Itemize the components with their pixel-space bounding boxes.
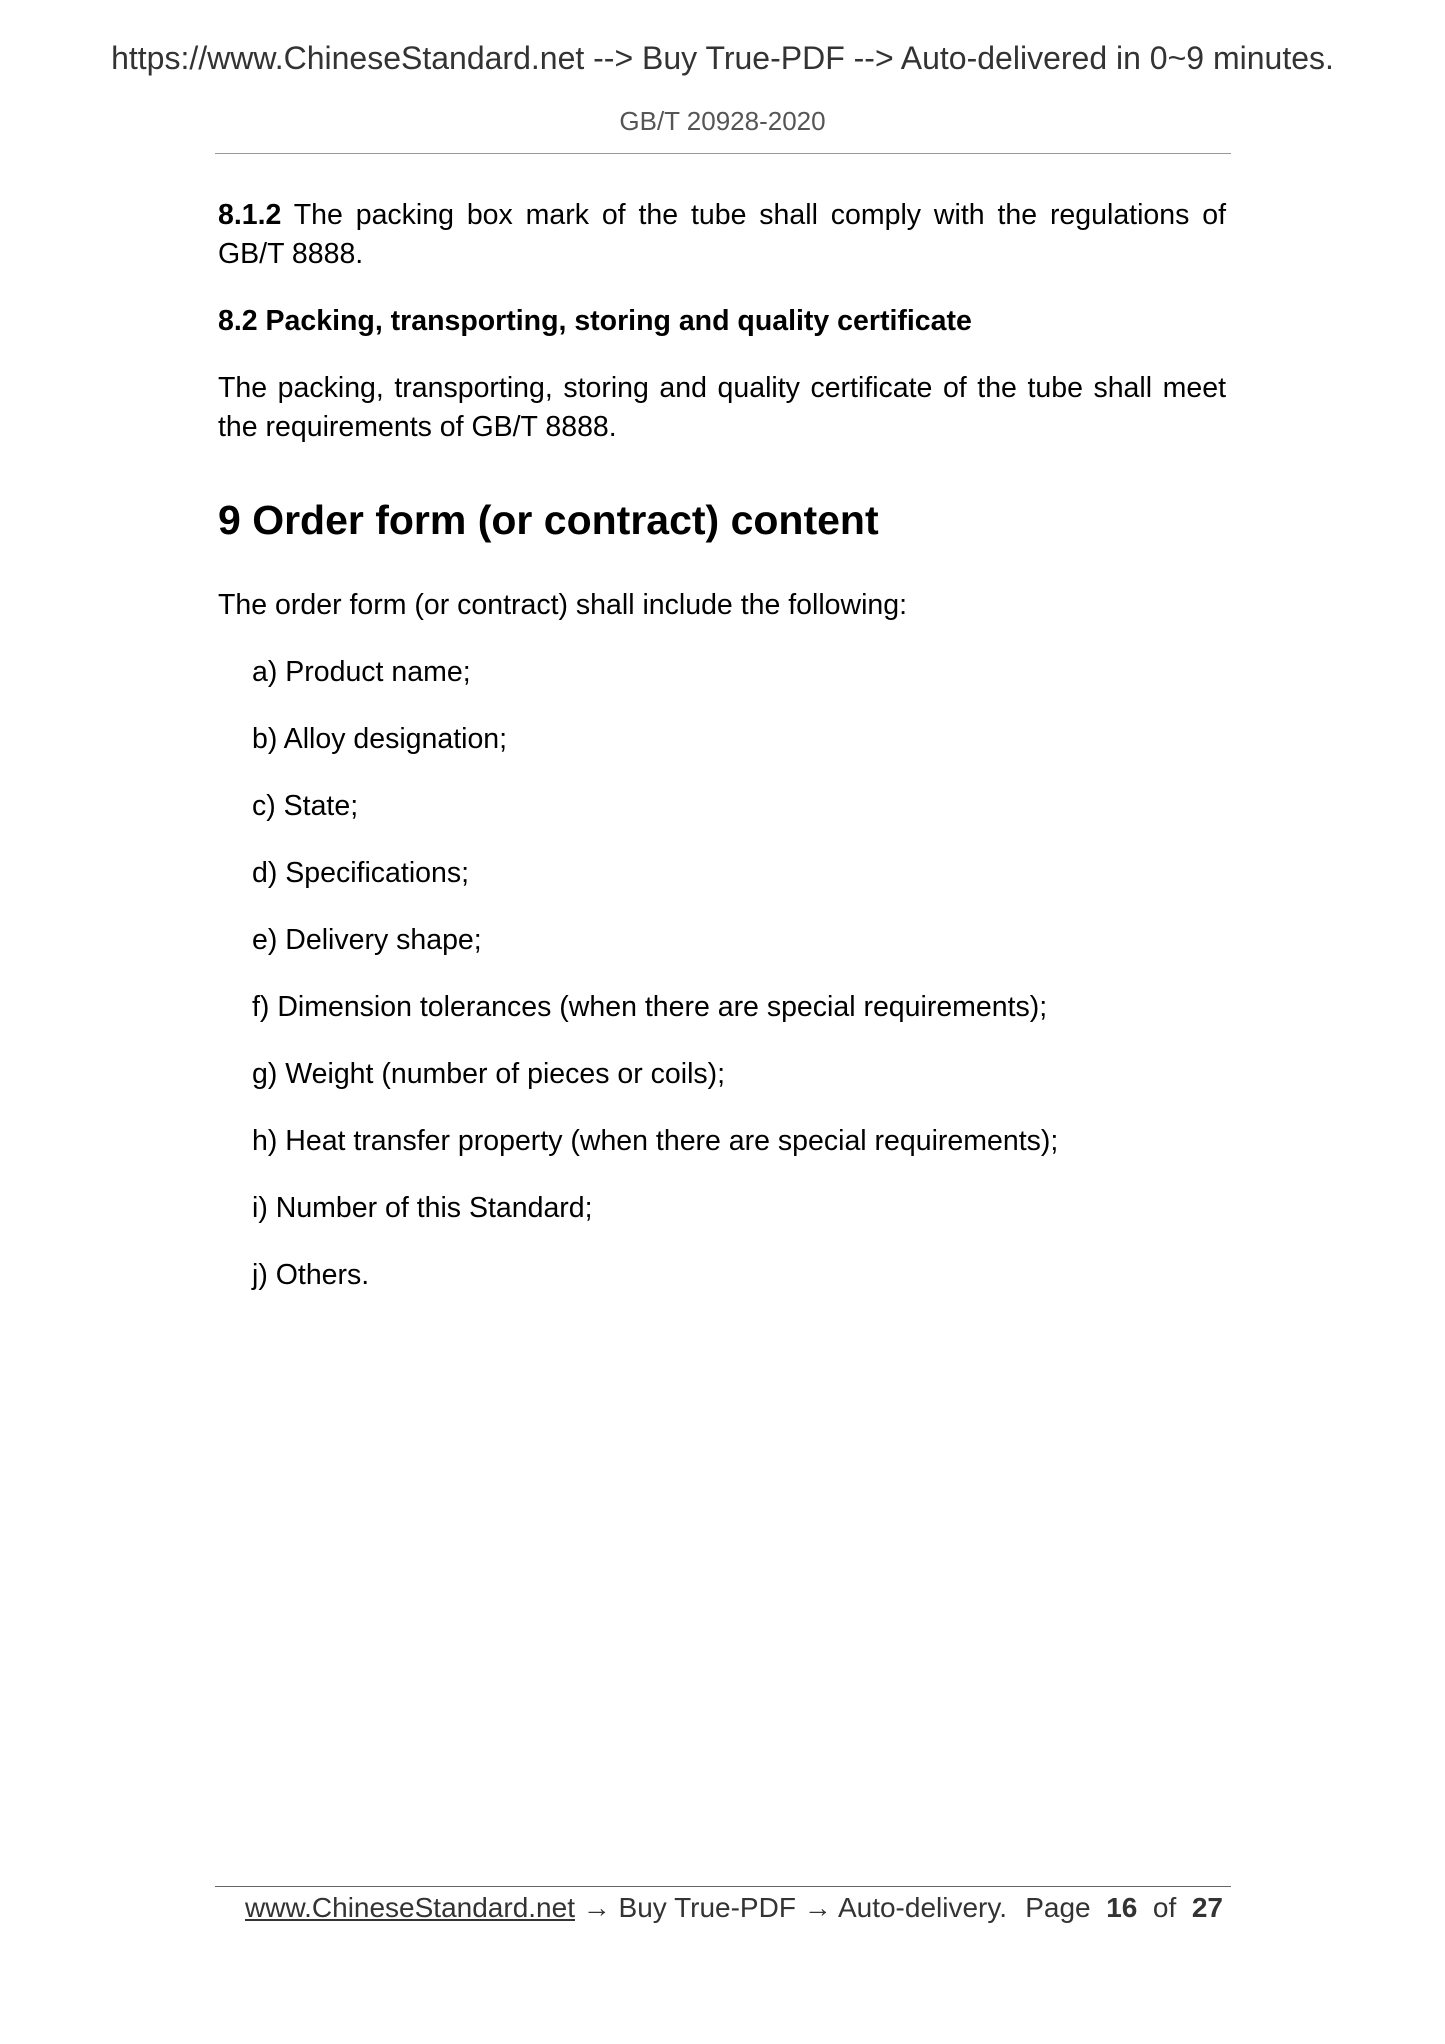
list-item: b) Alloy designation;	[252, 723, 508, 755]
list-item: f) Dimension tolerances (when there are special requirements);	[252, 991, 1048, 1023]
arrow-right-icon: →	[803, 1892, 832, 1923]
list-item: d) Specifications;	[252, 857, 470, 889]
standard-number: GB/T 20928-2020	[619, 106, 826, 136]
footer-buy-text: Buy True-PDF	[618, 1892, 796, 1923]
list-item: c) State;	[252, 790, 359, 822]
page-current: 16	[1106, 1892, 1138, 1923]
footer-delivery-text: Auto-delivery.	[837, 1892, 1008, 1923]
list-item: h) Heat transfer property (when there are special requirements);	[252, 1125, 1059, 1157]
section-9-heading: 9 Order form (or contract) content	[218, 497, 879, 543]
arrow-right-icon: →	[582, 1892, 611, 1923]
page-footer	[245, 1889, 1223, 1927]
page-label: Page	[1025, 1892, 1091, 1923]
footer-site-link[interactable]: www.ChineseStandard.net	[245, 1892, 575, 1923]
page-total: 27	[1191, 1892, 1223, 1923]
list-item: g) Weight (number of pieces or coils);	[252, 1058, 726, 1090]
list-item: j) Others.	[252, 1259, 370, 1291]
list-item: a) Product name;	[252, 656, 471, 688]
clause-8-2-text: The packing, transporting, storing and quality certificate of the tube shall meet the requirements of GB/T 8888.	[218, 372, 1226, 443]
clause-8-2-heading: 8.2 Packing, transporting, storing and quality certificate	[218, 305, 972, 337]
clause-8-1-2	[218, 196, 1226, 274]
list-item: e) Delivery shape;	[252, 924, 482, 956]
footer-divider	[215, 1886, 1231, 1887]
list-item: i) Number of this Standard;	[252, 1192, 593, 1224]
page-indicator	[1025, 1889, 1223, 1927]
page-content	[218, 196, 1226, 1295]
site-banner: https://www.ChineseStandard.net --> Buy True-PDF --> Auto-delivered in 0~9 minutes.	[111, 40, 1334, 76]
header-divider	[215, 153, 1231, 154]
clause-text: The packing box mark of the tube shall comply with the regulations of GB/T 8888.	[218, 199, 1226, 270]
page-of: of	[1152, 1892, 1177, 1923]
section-9-intro: The order form (or contract) shall include the following:	[218, 589, 908, 621]
order-form-list	[218, 653, 1226, 1295]
clause-number: 8.1.2	[218, 199, 282, 231]
